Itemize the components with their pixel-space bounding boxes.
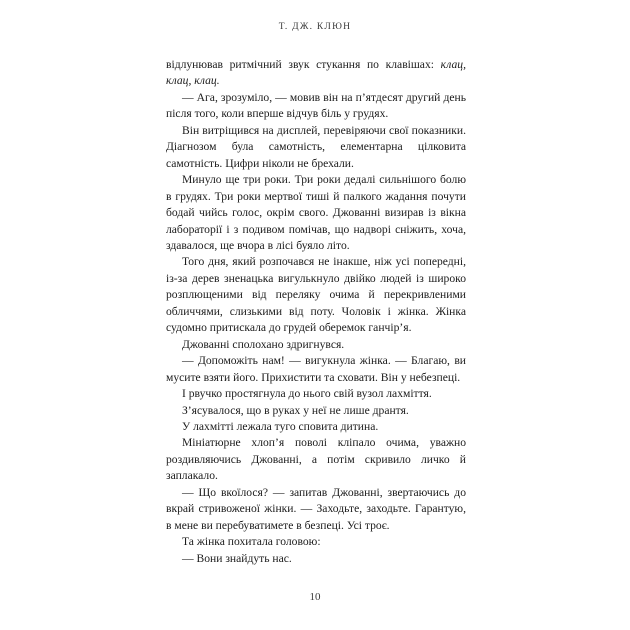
paragraph: — Що вкоїлося? — запитав Джованні, звертаючись до вкрай стривоженої жінки. — Заходьте, заходьте. Гарантую, в мене ви перебуватимете в безпеці. Усі троє.: [166, 485, 466, 532]
paragraph: І рвучко простягнула до нього свій вузол лахміття.: [182, 387, 432, 401]
paragraph: — Ага, зрозуміло, — мовив він на п’ятдесят другий день після того, коли вперше відчув біль у грудях.: [166, 90, 466, 121]
paragraph: Того дня, який розпочався не інакше, ніж усі попередні, із-за дерев зненацька вигулькнуло двійко людей із широко розплющеними від переляку очима й перекривленими обличчями, слизькими від поту. Чоловік і жінка. Жінка судомно притискала до грудей оберемок ганчір’я.: [166, 255, 466, 335]
paragraph-text: відлунював ритмічний звук стукання по клавішах:: [166, 58, 441, 71]
paragraph-text-italic: клац, клац, клац.: [166, 58, 466, 88]
paragraph: [166, 57, 466, 90]
paragraph: Мініатюрне хлоп’я поволі кліпало очима, уважно роздивляючись Джованні, а потім скривило личко й заплакало.: [166, 436, 466, 483]
body-text-block: [166, 57, 466, 567]
page-number: 10: [309, 591, 321, 603]
paragraph: — Вони знайдуть нас.: [182, 551, 292, 565]
paragraph: Джованні сполохано здригнувся.: [182, 337, 345, 351]
paragraph: З’ясувалося, що в руках у неї не лише дрантя.: [182, 403, 409, 417]
paragraph: Він витріщився на дисплей, перевіряючи свої показники. Діагнозом була самотність, елементарна цілковита самотність. Цифри ніколи не брехали.: [166, 123, 466, 170]
running-head: Т. ДЖ. КЛЮН: [278, 22, 352, 32]
paragraph: Та жінка похитала головою:: [182, 535, 321, 549]
paragraph: У лахмітті лежала туго сповита дитина.: [182, 419, 379, 433]
paragraph: — Допоможіть нам! — вигукнула жінка. — Благаю, ви мусите взяти його. Прихистити та сховати. Він у небезпеці.: [166, 354, 466, 384]
paragraph: Минуло ще три роки. Три роки дедалі сильнішого болю в грудях. Три роки мертвої тиші й палкого жадання почути бодай чийсь голос, окрім свого. Джованні визирав із вікна лабораторії і з подивом помічав, що надворі сніжить, хоча, здавалося, ще вчора в лісі буяло літо.: [166, 173, 466, 252]
